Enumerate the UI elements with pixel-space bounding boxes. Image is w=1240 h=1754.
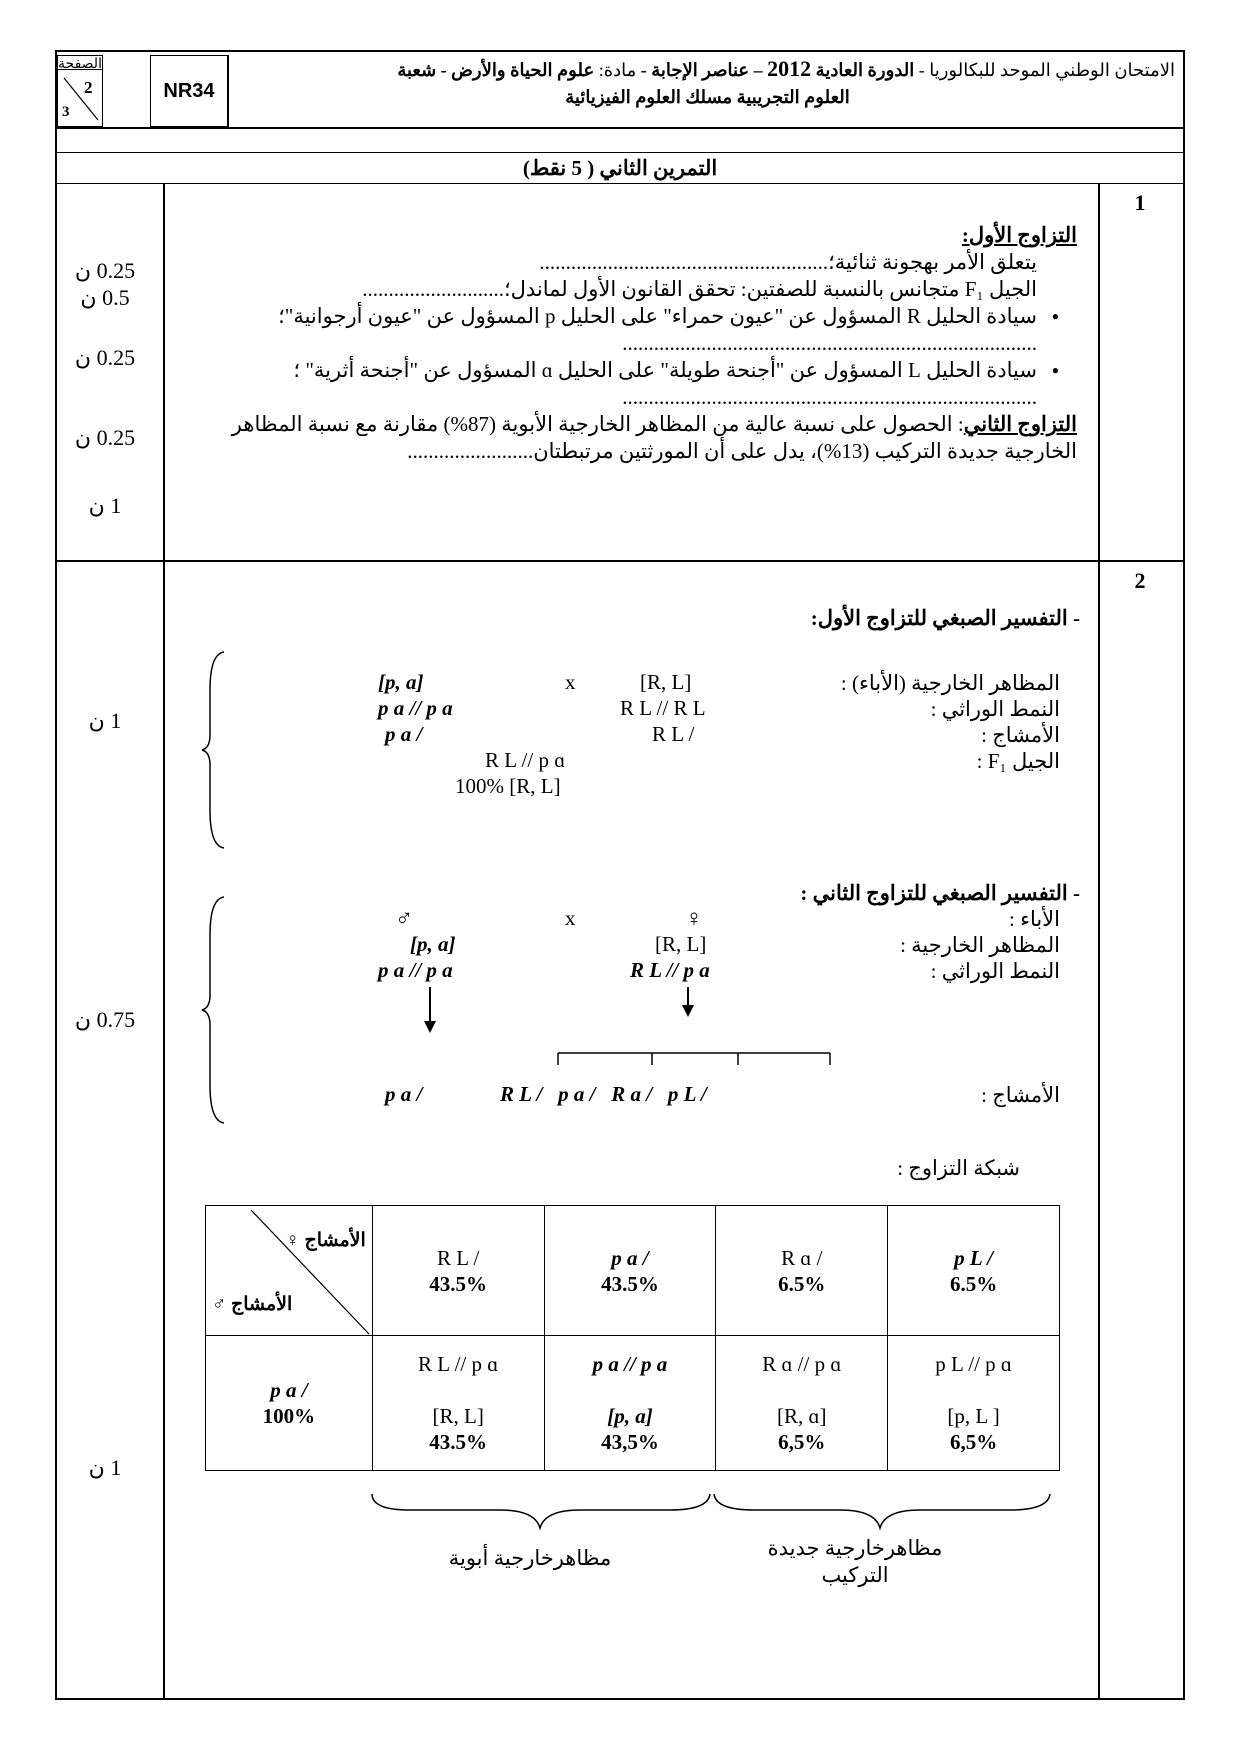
cross1-points: 1 ن: [88, 708, 122, 733]
c1-label-gametes: الأمشاج :: [981, 723, 1060, 747]
c1-label-f1: الجيل F₁ :: [976, 749, 1060, 773]
c1-left-geno: p ɑ // p ɑ: [378, 696, 453, 720]
bullet-dihybrid: ● يتعلق الأمر بهجونة ثنائية؛.......................................................: [180, 249, 1037, 276]
q2-title-1: - التفسير الصبغي للتزاوج الأول:: [810, 606, 1080, 630]
cell2-pct: 43,5%: [601, 1430, 659, 1454]
c2-label-phenotypes: المظاهر الخارجية :: [900, 933, 1060, 957]
cross1-brace: [200, 650, 230, 850]
header-branch-label: - شعبة: [397, 60, 452, 80]
c2-label-parents: الأباء :: [1008, 907, 1060, 931]
cross2-points: 0.75 ن: [74, 1007, 136, 1032]
cell-3: [716, 1336, 888, 1471]
col4-gamete: p L /: [954, 1245, 994, 1270]
cell1-pct: 43.5%: [429, 1430, 488, 1454]
c2-label-genotype: النمط الوراثي :: [930, 959, 1060, 983]
header-line-1: [240, 56, 1175, 83]
cell-4: [888, 1336, 1060, 1471]
c1-cross-x: x: [565, 670, 576, 694]
header-session: الدورة العادية: [815, 60, 915, 80]
brace-parental-label: مظاهرخارجية أبوية: [448, 1546, 612, 1570]
q2-number: 2: [1134, 568, 1146, 593]
cell-1: [372, 1336, 544, 1471]
table-row: [206, 1336, 1060, 1471]
col1-pct: 43.5%: [429, 1271, 488, 1296]
page-bottom-border: [55, 1698, 1185, 1700]
gamete-arrows: [380, 985, 840, 1075]
cell3-pheno: [R, ɑ]: [777, 1404, 827, 1428]
col2-pct: 43.5%: [601, 1271, 659, 1296]
q1-answer: [180, 222, 1077, 465]
c1-f1-genotype: R L // p ɑ: [485, 748, 566, 772]
col2-gamete: p ɑ /: [611, 1245, 649, 1270]
c1-right-gamete: R L /: [652, 722, 695, 746]
page-total: 3: [62, 104, 70, 120]
header-answers: – عناصر الإجابة -: [636, 60, 768, 80]
exam-code: NR34: [150, 55, 229, 127]
q-separator: [57, 560, 1183, 562]
page-number-box: [57, 55, 103, 127]
cell-2: [544, 1336, 716, 1471]
cross2-labels: [780, 906, 1060, 984]
cell4-pct: 6,5%: [949, 1430, 998, 1454]
c2-gametes-male: p ɑ /: [385, 1082, 423, 1106]
header-exam: الامتحان الوطني الموحد للبكالوريا -: [914, 60, 1175, 80]
grid-label: شبكة التزاوج :: [897, 1156, 1020, 1180]
header-line-2: العلوم التجريبية مسلك العلوم الفيزيائية: [565, 87, 850, 107]
c1-label-genotype: النمط الوراثي :: [930, 697, 1060, 721]
col-gamete-3: [716, 1206, 888, 1336]
punnett-table: [205, 1205, 1060, 1471]
corner-female: الأمشاج ♀: [285, 1230, 366, 1251]
c1-left-gamete: p ɑ /: [385, 722, 423, 746]
cross2-paragraph: [180, 411, 1077, 465]
col1-gamete: R L /: [436, 1245, 480, 1270]
c2-cross-x: x: [565, 906, 576, 930]
header-subject-label: مادة:: [594, 60, 637, 80]
header-subject: علوم الحياة والأرض: [451, 60, 595, 80]
bullet-dominance-l: ● سيادة الحليل L المسؤول عن "أجنحة طويلة" على الحليل ɑ المسؤول عن "أجنحة أثرية" ؛ ...............................................................................: [180, 357, 1037, 411]
col3-gamete: R ɑ /: [781, 1245, 823, 1270]
col-gamete-1: [372, 1206, 544, 1336]
cell3-geno: R ɑ // p ɑ: [762, 1352, 842, 1376]
row-gamete-pct: 100%: [262, 1404, 316, 1428]
female-symbol: ♀: [685, 906, 703, 932]
row-gamete-label: p ɑ /: [270, 1378, 308, 1402]
c2-male-pheno: [p, ɑ]: [410, 932, 456, 956]
cross1-bullets: [180, 249, 1077, 411]
cell4-geno: p L // p ɑ: [935, 1352, 1012, 1376]
q1-number: 1: [1134, 190, 1146, 215]
header-year: 2012: [767, 56, 812, 81]
col-gamete-2: [544, 1206, 716, 1336]
cell1-pheno: [R, L]: [432, 1404, 484, 1428]
bottom-braces: [370, 1490, 1070, 1540]
page-right-border: [1183, 50, 1185, 1700]
c2-gametes-label: الأمشاج :: [981, 1083, 1060, 1107]
c1-right-pheno: [R, L]: [640, 670, 692, 694]
exercise-title: التمرين الثاني ( 5 نقط): [522, 156, 718, 180]
page-num: 2: [84, 78, 93, 97]
q1-point-4: 0.25 ن: [74, 425, 136, 450]
c2-gametes-female: R L / p ɑ / R ɑ / p L /: [500, 1082, 707, 1106]
q1-point-2: 0.5 ن: [80, 285, 130, 310]
cell1-geno: R L // p ɑ: [418, 1352, 499, 1376]
c1-right-geno: R L // R L: [620, 696, 706, 720]
table-corner: [206, 1206, 373, 1336]
cell2-pheno: [p, ɑ]: [607, 1404, 653, 1428]
col3-pct: 6.5%: [778, 1271, 826, 1296]
c2-female-geno: R L // p ɑ: [630, 958, 710, 982]
col4-pct: 6.5%: [949, 1271, 998, 1296]
c2-female-pheno: [R, L]: [655, 932, 707, 956]
c1-label-phenotypes: المظاهر الخارجية (الأباء) :: [840, 671, 1060, 695]
table-header-row: [206, 1206, 1060, 1336]
cell2-geno: p ɑ // p ɑ: [592, 1352, 668, 1376]
c1-left-pheno: [p, ɑ]: [378, 670, 424, 694]
brace-recomb-label: مظاهرخارجية جديدة التركيب: [767, 1536, 943, 1587]
q2-title-2: - التفسير الصبغي للتزاوج الثاني :: [800, 881, 1080, 905]
table-points: 1 ن: [88, 1455, 122, 1480]
exercise-title-bar: [57, 152, 1183, 184]
bullet-f1-uniform: ● الجيل F₁ متجانس بالنسبة للصفتين: تحقق القانون الأول لماندل؛...........................: [180, 276, 1037, 303]
cross1-title: التزاوج الأول:: [961, 223, 1077, 247]
cell3-pct: 6,5%: [778, 1430, 826, 1454]
bullet-dominance-r: ● سيادة الحليل R المسؤول عن "عيون حمراء" على الحليل p المسؤول عن "عيون أرجوانية"؛ ...............................................................................: [180, 303, 1037, 357]
cross2-title: التزاوج الثاني: [963, 412, 1077, 436]
number-column-line: [1098, 183, 1100, 1700]
cell4-pheno: [p, L ]: [947, 1404, 1000, 1428]
c2-male-geno: p ɑ // p ɑ: [378, 958, 453, 982]
q1-point-3: 0.25 ن: [74, 345, 136, 370]
cross2-text: : الحصول على نسبة عالية من المظاهر الخارجية الأبوية (87%) مقارنة مع نسبة المظاهر الخارجية جديدة التركيب (13%)، يدل على أن المورثتين مرتبطتان........................: [231, 412, 1077, 463]
header-bottom-border: [55, 127, 1185, 129]
c1-f1-phenotype: 100% [R, L]: [455, 774, 561, 798]
row-gamete: [206, 1336, 373, 1471]
col-gamete-4: [888, 1206, 1060, 1336]
cross1-labels: [720, 670, 1060, 774]
male-symbol: ♂: [395, 906, 413, 932]
header-top-border: [55, 50, 1185, 52]
corner-male: الأمشاج ♂: [212, 1294, 293, 1315]
cross2-brace: [200, 895, 230, 1125]
q1-point-1: 0.25 ن: [74, 258, 136, 283]
page-label: الصفحة: [58, 57, 102, 72]
q1-point-5: 1 ن: [88, 493, 122, 518]
